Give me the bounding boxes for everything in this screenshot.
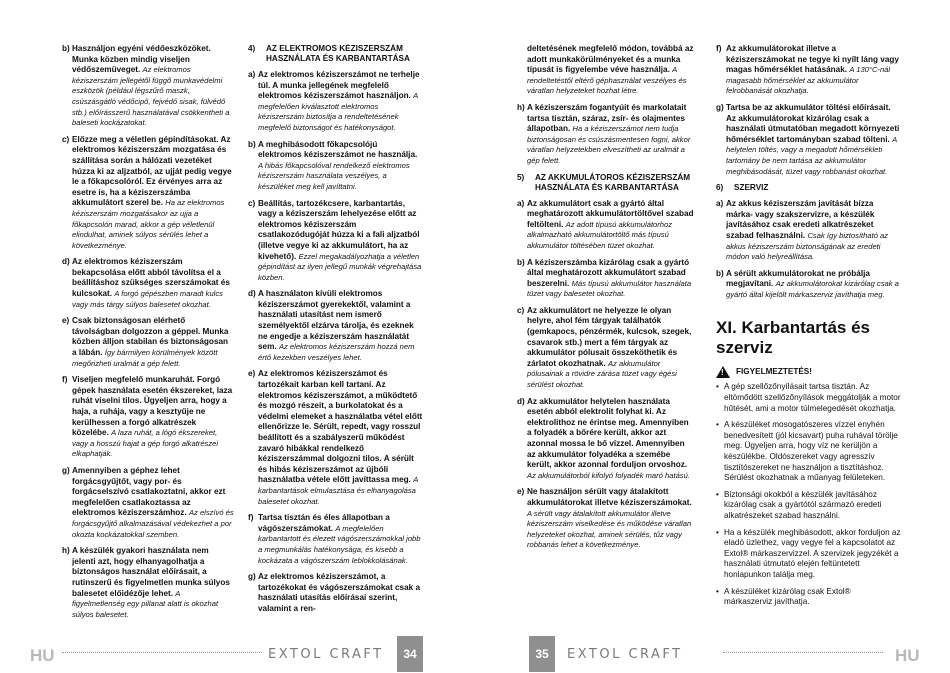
item-bold-text: Az akkumulátort ne helyezze le olyan helyre, ahol fém tárgyak találhatók (gemkapocs, pénzérmék, kulcsok, szegek, csavarok stb.) mert a fém tárgyak az akkumulátor pólusait összeköthetik és zárlatot okozhatnak. [527, 305, 692, 368]
item-body [527, 487, 695, 551]
list-item [62, 375, 234, 460]
item-italic-text: Más típusú akkumulátor használata tüzet vagy balesetet okozhat. [527, 278, 692, 299]
item-italic-text: A sérült vagy átalakított akkumulátor illetve kéziszerszám viselkedése és működése váratlan helyzeteket okozhat, aminek sérülés, tűz vagy robbanás lehet a következménye. [527, 508, 692, 550]
item-letter: h) [517, 102, 525, 112]
warning-item [716, 382, 901, 414]
item-body [726, 269, 901, 301]
item-letter: e) [517, 487, 525, 497]
warning-item-text: A készüléket mosogatószeres vízzel enyhén benedvesített (jól kicsavart) puha ruhával törölje meg. Ügyeljen arra, hogy víz ne kerüljön a készülékbe. Oldószereket vagy agresszív tisztítószereket ne használjon a tisztításhoz. Sérülést okozhatnak a műanyag felületeken. [724, 420, 898, 483]
item-letter: b) [248, 139, 256, 149]
item-bold-text: Tartsa be az akkumulátor töltési előírásait. Az akkumulátorokat kizárólag csak a használati útmutatóban megadott környezeti hőmérséklet tartományban szabad tölteni. [726, 102, 900, 144]
warning-item [716, 528, 901, 581]
item-letter: c) [248, 198, 256, 208]
section-heading-4: 4) AZ ELEKTROMOS KÉZISZERSZÁM HASZNÁLATA ÉS KARBANTARTÁSA [248, 44, 410, 63]
item-italic-text: A forgó gépészben maradt kulcs vagy más tárgy súlyos balesetet okozhat. [72, 289, 223, 309]
list-item [62, 44, 234, 129]
item-bold-text: A készülék gyakori használata nem jelenti azt, hogy elhanyagolhatja a biztonságos használat előírásait, a rutinszerű és figyelmetlen munka súlyos balesetet előidézője lehet. [72, 546, 230, 598]
item-letter [517, 44, 527, 97]
item-bold-text: Beállítás, tartozékcsere, karbantartás, vagy a kéziszerszám lehelyezése előtt az elektromos kéziszerszám csatlakozódugóját húzza ki a fali aljzatból (illetve vegye ki az akkumulátort, ha az kivehető). [258, 198, 420, 261]
warning-item [716, 587, 901, 608]
item-body [72, 466, 234, 540]
footer-divider-right [723, 652, 883, 653]
item-italic-text: Az akkumulátorból kifolyó folyadék maró hatású. [527, 470, 690, 480]
item-bold-text: Az akkus kéziszerszám javítását bízza márka- vagy szakszervizre, a készülék javításához csak eredeti alkatrészeket szabad felhasználni. [726, 199, 875, 240]
language-label-left: HU [30, 646, 55, 665]
item-body [258, 369, 423, 507]
item-bold-text: Az elektromos kéziszerszámot, a tartozékokat és vágószerszámokat csak a használati utasítás előírásai szerint, valamint a ren- [258, 572, 421, 613]
item-bold-text: Az akkumulátorokat illetve a kéziszerszámokat ne tegye ki nyílt láng vagy magas hőmérséklet hatásának. [726, 44, 899, 75]
item-body [527, 306, 695, 391]
list-item [248, 199, 423, 284]
item-bold-text: A kéziszerszám fogantyúit és markolatait tartsa tisztán, száraz, zsír- és olajmentes állapotban. [527, 102, 687, 134]
bullet-icon: • [716, 527, 719, 537]
item-body [258, 199, 423, 284]
item-bold-text: Viseljen megfelelő munkaruhát. Forgó gépek használata esetén ékszereket, laza ruhát viselni tilos. Ügyeljen arra, hogy a haja, a ruhája, vagy a kesztyűje ne kerülhessen a forgó alkatrészek közelébe. [72, 375, 233, 438]
item-italic-text: Csak így biztosítható az akkus kéziszerszám biztonságának az eredeti módon való helyreállítása. [726, 230, 889, 262]
item-italic-text: A figyelmetlenség egy pillanat alatt is okozhat súlyos balesetet. [72, 588, 219, 619]
item-body [527, 397, 695, 482]
item-bold-text: deltetésének megfelelő módon, továbbá az adott munkakörülményeket és a munka típusát is figyelembe véve használja. [527, 44, 694, 75]
item-italic-text: A hibás főkapcsolóval rendelkező elektromos kéziszerszám használata veszélyes, a készüléket meg kell javíttatni. [258, 160, 410, 191]
item-letter: f) [248, 513, 254, 523]
item-letter: a) [517, 198, 525, 208]
item-body [527, 199, 695, 252]
item-body [258, 513, 423, 566]
left-column-1 [62, 44, 234, 633]
item-letter: f) [716, 44, 722, 53]
list-item [62, 135, 234, 252]
item-letter: d) [248, 289, 256, 299]
item-letter: f) [62, 375, 68, 385]
list-item [517, 306, 695, 391]
list-item [248, 140, 423, 193]
item-body [527, 44, 695, 97]
list-item [62, 546, 234, 620]
item-letter: g) [248, 572, 256, 582]
item-italic-text: Ha az elektromos kéziszerszám mozgatásakor az ujja a főkapcsolón marad, akkor a gép véletlenül elindulhat, aminek súlyos sérülés lehet a következménye. [72, 198, 225, 250]
item-italic-text: Ha a kéziszerszámot nem tudja biztonságosan és csúszásmentesen fogni, akkor váratlan helyzetekben elveszítheti az uralmát a gép felett. [527, 124, 691, 165]
bullet-icon: • [716, 382, 719, 392]
section-heading-6: 6) SZERVIZ [716, 183, 769, 193]
bullet-icon: • [716, 489, 719, 499]
list-item [517, 487, 695, 551]
item-bold-text: Az akkumulátor helytelen használata esetén abból elektrolit folyhat ki. Az elektrolithoz ne érintse meg. Amennyiben a folyadék a bőrére került, akkor azt azonnal mossa le bő vízzel. Amennyiben az akkumulátor folyadéka a szemébe került, akkor azonnal forduljon orvoshoz. [527, 396, 689, 470]
item-letter: g) [716, 102, 724, 112]
item-bold-text: A meghibásodott főkapcsolójú elektromos kéziszerszámot ne használja. [258, 139, 418, 160]
item-body [72, 44, 234, 129]
item-letter: c) [517, 305, 525, 315]
bullet-icon: • [716, 586, 719, 596]
item-bold-text: Az akkumulátort csak a gyártó által meghatározott akkumulátortöltővel szabad feltölteni. [527, 198, 694, 229]
item-italic-text: A rendeltetéstől eltérő géphasználat veszélyes és váratlan helyzeteket hozhat létre. [527, 65, 687, 96]
item-bold-text: A használaton kívüli elektromos kéziszerszámot gyerekektől, valamint a használati utasítást nem ismerő személyektől elzárva tárolja, és ezeknek ne engedje a kéziszerszám használatát sem. [258, 289, 414, 352]
item-italic-text: A megfelelően karbantartott és élezett vágószerszámokkal jobb a megmunkálás hatékonysága, és kisebb a kockázata a vágószerszám leblokkolásának. [258, 523, 421, 565]
item-bold-text: Amennyiben a géphez lehet forgácsgyűjtőt, vagy por- és forgácselszívó csatlakoztatni, akkor ezt megfelelően csatlakoztassa az elektromos kéziszerszámhoz. [72, 465, 226, 518]
list-item [248, 70, 423, 134]
item-letter: e) [62, 316, 70, 326]
warning-item-text: Biztonsági okokból a készülék javításához kizárólag csak a gyártótól származó eredeti alkatrészeket szabad használni. [724, 489, 882, 520]
item-body [726, 103, 901, 177]
item-bold-text: Ne használjon sérült vagy átalakított akkumulátorokat illetve kéziszerszámokat. [527, 487, 692, 507]
warning-item-text: A készüléket kizárólag csak Extol® márkaszerviz javíthatja. [724, 586, 851, 607]
item-body [72, 135, 234, 252]
list-item [248, 369, 423, 507]
warning-item-text: A gép szellőzőnyílásait tartsa tisztán. Az eltömődött szellőzőnyílások meggátolják a motor hűtését, ami a motor túlmelegedését okozhatja. [724, 382, 901, 413]
page-number-right: 35 [529, 636, 555, 672]
item-bold-text: Az elektromos kéziszerszám bekapcsolása előtt abból távolítsa el a beállításhoz szükséges szerszámokat és kulcsokat. [72, 257, 230, 299]
language-label-right: HU [895, 646, 920, 665]
item-bold-text: A sérült akkumulátorokat ne próbálja megjavítani. [726, 268, 870, 289]
item-italic-text: Ezzel megakadályozhatja a véletlen gépindítást az ilyen jellegű munkák végrehajtása közben. [258, 251, 422, 282]
list-item [248, 513, 423, 566]
item-body [258, 572, 423, 614]
item-bold-text: A kéziszerszámba kizárólag csak a gyártó által meghatározott akkumulátort szabad beszerelni. [527, 257, 690, 288]
item-bold-text: Az elektromos kéziszerszámot ne terhelje túl. A munka jellegének megfelelő elektromos kéziszerszámot használjon. [258, 70, 420, 101]
item-bold-text: Az elektromos kéziszerszámot és tartozékait karban kell tartani. Az elektromos kéziszerszámot, a működtető és mozgó részeit, a burkolatokat és a védelmi elemeket a használatba vétel előtt ellenőrizze le. Sérült, repedt, vagy rosszul beállított és a szabályszerű működést zavaró hibákkal rendelkező kéziszerszámmal dolgozni tilos. A sérült és hibás kéziszerszámot az újbóli használatba vétele előtt javíttassa meg. [258, 369, 423, 485]
right-column-1 [517, 44, 695, 633]
left-column-2 [248, 44, 423, 633]
item-body [72, 546, 234, 620]
item-letter: g) [62, 465, 70, 475]
list-item [62, 466, 234, 540]
bullet-icon: • [716, 420, 719, 430]
item-italic-text: A helytelen töltés, vagy a megadott hőmérsékleti tartomány be nem tartása az akkumulátor meghibásodását, tüzet vagy robbanást okozhat. [726, 134, 897, 176]
item-letter: e) [248, 369, 256, 379]
item-italic-text: Így bármilyen körülmények között megőrizheti uralmát a gép felett. [72, 348, 218, 368]
list-item [62, 316, 234, 369]
warning-item [716, 420, 901, 484]
warning-item-text: Ha a készülék meghibásodott, akkor forduljon az eladó üzlethez, vagy vegye fel a kapcsolatot az Extol® márkaszervizzel. A szervizek jegyzékét a használati útmutató elején feltüntetett honlapunkon találja meg. [724, 527, 901, 579]
list-item [716, 44, 901, 97]
item-body [72, 375, 234, 460]
item-bold-text: Tartsa tisztán és éles állapotban a vágószerszámokat. [258, 513, 390, 533]
item-italic-text: Az elektromos kéziszerszám jellegétől függő munkavédelmi eszközök (például légszűrő maszk, csúszásgátló védőcipő, fejvédő sisak, fülvédő stb.) előírásszerű használatával csökkentheti a baleseti kockázatokat. [72, 65, 230, 128]
list-item [517, 258, 695, 300]
item-italic-text: Az elszívó és forgácsgyűjtő alkalmazásával védekezhet a por okozta kockázatokkal szemben. [72, 508, 234, 539]
list-item [248, 572, 423, 614]
item-italic-text: Az akkumulátor pólusainak a rövidre zárása tüzet vagy égési sérülést okozhat. [527, 358, 677, 390]
item-body [258, 289, 423, 363]
item-letter: d) [517, 396, 525, 406]
list-item [62, 257, 234, 310]
item-body [726, 199, 901, 263]
list-item [248, 289, 423, 363]
item-body [258, 70, 423, 134]
item-bold-text: Csak biztonságosan elérhető távolságban dolgozzon a géppel. Munka közben álljon stabilan és biztonságosan a lábán. [72, 316, 229, 358]
right-column-2 [716, 44, 901, 633]
item-body [72, 316, 234, 369]
item-letter: d) [62, 257, 70, 267]
item-italic-text: Az akkumulátorokat kizárólag csak a gyártó által kijelölt márkaszerviz javíthatja meg. [726, 279, 899, 299]
warning-icon: ! [716, 366, 730, 378]
item-italic-text: A karbantartások elmulasztása és elhanyagolása balesetet okozhat. [258, 475, 418, 506]
brand-logo-right: EXTOL CRAFT [567, 647, 683, 662]
item-bold-text: Használjon egyéni védőeszközöket. Munka közben mindig viseljen védőszemüveget. [72, 44, 211, 75]
list-item [716, 269, 901, 301]
item-body [726, 44, 901, 97]
item-bold-text: Előzze meg a véletlen gépindításokat. Az elektromos kéziszerszám mozgatása és szállítása során a hálózati vezetéket húzza ki az aljzatból, az ujját pedig vegye le a főkapcsolóról. Ez érvényes arra az esetre is, ha a kéziszerszámba akkumulátort szerel be. [72, 134, 232, 208]
footer-divider-left [62, 652, 262, 653]
item-letter: a) [248, 70, 256, 79]
list-item [517, 199, 695, 252]
item-body [72, 257, 234, 310]
list-item [716, 103, 901, 177]
list-item [716, 199, 901, 263]
list-item [517, 103, 695, 167]
item-letter: a) [716, 199, 724, 209]
item-italic-text: A laza ruhát, a lógó ékszereket, vagy a hosszú hajat a gép forgó alkatrészei elkaphatják. [72, 428, 219, 459]
item-italic-text: Az elektromos kéziszerszám hozzá nem értő kezekben veszélyes lehet. [258, 342, 415, 362]
item-letter: b) [62, 44, 70, 53]
item-italic-text: Az adott típusú akkumulátorhoz alkalmazható akkumulátortöltő más típusú akkumulátor töltésében tüzet okozhat. [527, 219, 673, 250]
list-item [517, 44, 695, 97]
section-heading-5: 5) AZ AKKUMULÁTOROS KÉZISZERSZÁM HASZNÁLATA ÉS KARBANTARTÁSA [517, 172, 691, 192]
item-italic-text: A 130°C-nál magasabb hőmérséklet az akkumulátor felrobbanását okozhatja. [726, 65, 891, 96]
warning-header: ! FIGYELMEZTETÉS! [716, 366, 901, 378]
right-page [475, 0, 950, 673]
item-letter: b) [716, 268, 724, 278]
page-number-left: 34 [397, 636, 423, 672]
item-body [527, 103, 695, 167]
section-title: XI. Karbantartás és szerviz [716, 318, 871, 358]
warning-item [716, 490, 901, 522]
list-item [517, 397, 695, 482]
item-letter: h) [62, 546, 70, 556]
item-letter: c) [62, 134, 70, 144]
item-body [258, 140, 423, 193]
item-letter: b) [517, 257, 525, 267]
brand-logo-left: EXTOL CRAFT [268, 647, 384, 662]
item-italic-text: A megfelelően kiválasztott elektromos kéziszerszám biztosítja a rendeltetésének megfelelő biztonságot és hatékonyságot. [258, 91, 418, 132]
item-body [527, 258, 695, 300]
